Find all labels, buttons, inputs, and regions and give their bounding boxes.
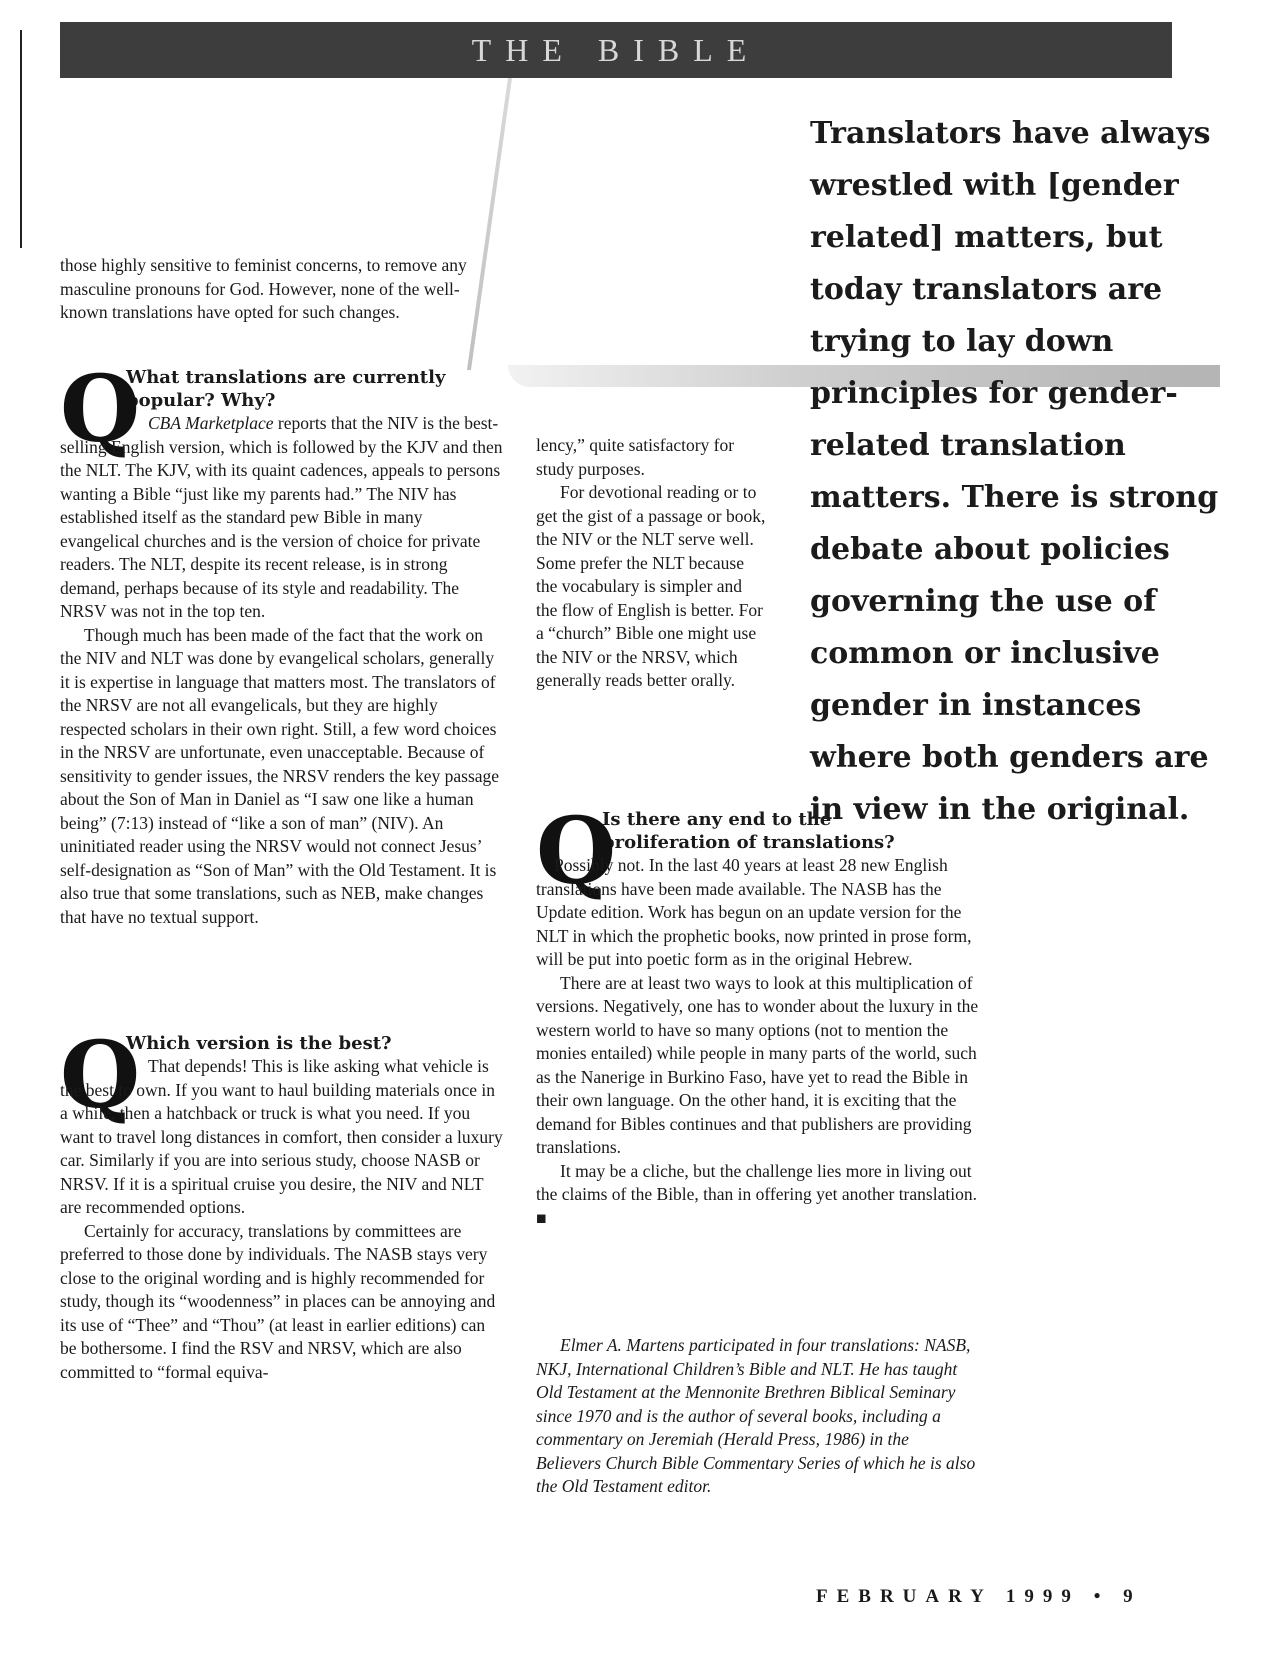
section-title: THE BIBLE	[471, 32, 761, 68]
answer-paragraph: Though much has been made of the fact that the work on the NIV and NLT was done by evangelical scholars, generally it is expertise in language that matters most. The translators of the NRSV are not all evangelicals, but they are highly respected scholars in their own right. Still, a few word choices in the NRSV are unfortunate, even unacceptable. Because of sensitivity to gender issues, the NRSV renders the key passage about the Son of Man in Daniel as “I saw one like a human being” (7:13) instead of “like a son of man” (NIV). An uninitiated reader using the NRSV would not connect Jesus’ self-designation as “Son of Man” with the Old Testament. It is also true that some translations, such as NEB, make changes that have no textual support.	[60, 624, 500, 927]
issue-date: FEBRUARY 1999	[816, 1586, 1080, 1607]
question-block-best	[60, 1021, 504, 1384]
answer-paragraph: There are at least two ways to look at this multiplication of versions. Negatively, one has to wonder about the luxury in the western world to have so many options (not to mention the monies entailed) while people in many parts of the world, such as the Nanerige in Burkino Faso, have yet to read the Bible in their own language. On the other hand, it is exciting that the demand for Bibles continues and that publishers are providing translations.	[536, 972, 979, 1157]
intro-paragraph: those highly sensitive to feminist concerns, to remove any masculine pronouns for God. However, none of the well-known translations have opted for such changes.	[60, 255, 467, 322]
answer-paragraph: Possibly not. In the last 40 years at least 28 new English translations have been made available. The NASB has the Update edition. Work has begun on an update version for the NLT in which the prophetic books, now printed in prose form, will be put into poetic form as in the original Hebrew.	[536, 855, 972, 969]
question-heading: What translations are currently popular? Why?	[126, 367, 446, 411]
answer-paragraph: CBA Marketplace reports that the NIV is the best-selling English version, which is followed by the KJV and then the NLT. The KJV, with its quaint cadences, appeals to persons wanting a Bible “just like my parents had.” The NIV has established itself as the standard pew Bible in many evangelical churches and is the version of choice for private readers. The NLT, despite its recent release, is in strong demand, perhaps because of its style and readability. The NRSV was not in the top ten.	[60, 413, 503, 621]
page-footer	[816, 1586, 1142, 1608]
footer-separator: •	[1093, 1586, 1110, 1607]
column-2	[536, 434, 766, 693]
answer-paragraph: Certainly for accuracy, translations by committees are preferred to those done by individuals. The NASB stays very close to the original wording and is highly recommended for study, though its “woodenness” in places can be annoying and its use of “Thee” and “Thou” (at least in earlier editions) can be bothersome. I find the RSV and NRSV, which are also committed to “formal equiva-	[60, 1220, 496, 1382]
devotional-paragraph: For devotional reading or to get the gist of a passage or book, the NIV or the NLT serve well. Some prefer the NLT because the vocabulary is simpler and the flow of English is better. For a “church” Bible one might use the NIV or the NRSV, which generally reads better orally.	[536, 482, 766, 690]
drop-cap-q: Q	[536, 797, 617, 905]
pull-quote: Translators have always wrestled with [gender related] matters, but today translators are trying to lay down principles for gender-related translation matters. There is strong debate about policies governing the use of common or inclusive gender in instances where both genders are in view in the original.	[810, 116, 1219, 827]
bookmark-graphic-stem	[467, 78, 512, 370]
question-heading: Which version is the best?	[126, 1033, 392, 1054]
continued-paragraph: lency,” quite satisfactory for study purposes.	[536, 435, 735, 479]
margin-rule	[20, 30, 22, 248]
question-block-proliferation	[536, 797, 988, 1230]
publication-title: CBA Marketplace	[148, 413, 274, 433]
question-block-popular	[60, 355, 504, 929]
section-header	[60, 22, 1172, 78]
page-number: 9	[1123, 1586, 1142, 1607]
answer-paragraph: That depends! This is like asking what vehicle is the best to own. If you want to haul building materials once in a while, then a hatchback or truck is what you need. If you want to travel long distances in comfort, then consider a luxury car. Similarly if you are into serious study, choose NASB or NRSV. If it is a spiritual cruise you desire, the NIV and NLT are recommended options.	[60, 1056, 503, 1217]
answer-paragraph: It may be a cliche, but the challenge lies more in living out the claims of the Bible, than in offering yet another translation. ■	[536, 1160, 977, 1228]
end-of-article-mark: ■	[536, 1207, 547, 1228]
author-bio	[536, 1334, 976, 1499]
question-heading: Is there any end to the proliferation of translations?	[602, 809, 895, 853]
drop-cap-q: Q	[60, 1021, 141, 1129]
bio-paragraph: Elmer A. Martens participated in four translations: NASB, NKJ, International Children’s Bible and NLT. He has taught Old Testament at the Mennonite Brethren Biblical Seminary since 1970 and is the author of several books, including a commentary on Jeremiah (Herald Press, 1986) in the Believers Church Bible Commentary Series of which he is also the Old Testament editor.	[536, 1335, 976, 1496]
column-1-intro	[60, 254, 504, 325]
drop-cap-q: Q	[60, 355, 141, 463]
